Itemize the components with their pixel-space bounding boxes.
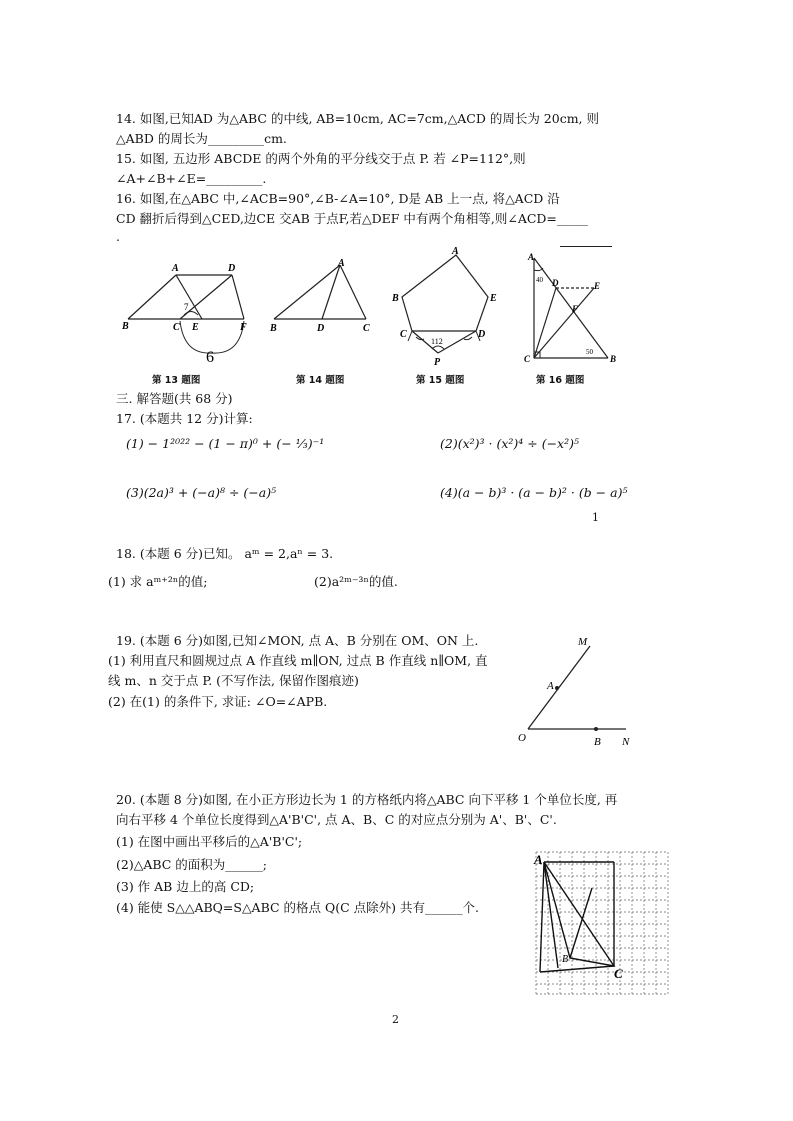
q16-line1: 16. 如图,在△ABC 中,∠ACB=90°,∠B-∠A=10°, D是 AB 上一点, 将△ACD 沿 [116, 191, 560, 206]
fig20-gridlines [536, 852, 668, 994]
fig13-seg-AE [176, 275, 202, 319]
fig13-label-B: B [122, 321, 129, 332]
q17-expr-2: (2)(x²)³ · (x²)⁴ ÷ (−x²)⁵ [440, 436, 579, 451]
fig20-line-2 [540, 966, 614, 972]
fig20-label-B: B [562, 954, 569, 965]
fig15-label-C: C [400, 329, 407, 340]
fig19-label-M: M [578, 636, 588, 648]
fig16-label-E: E [594, 281, 601, 291]
section3-heading: 三. 解答题(共 68 分) [116, 391, 233, 406]
fig15-label-B: B [392, 293, 399, 304]
q19-part-1a: (1) 利用直尺和圆规过点 A 作直线 m∥ON, 过点 B 作直线 n∥OM, 直 [108, 653, 488, 668]
q16-line2: CD 翻折后得到△CED,边CE 交AB 于点F,若△DEF 中有两个角相等,则∠ACD=_____ [116, 211, 589, 226]
fig20-triangle-ABC [544, 862, 614, 966]
fig14-seg-BA [274, 265, 340, 319]
fig15-label-P: P [434, 357, 441, 368]
fig15-pentagon [402, 255, 488, 331]
answer-blank-line [560, 246, 612, 247]
fig15-label-A: A [452, 246, 459, 257]
fig16-seg-CD [534, 288, 556, 358]
fig19-label-A: A [547, 680, 554, 692]
q17-title: 17. (本题共 12 分)计算: [116, 411, 253, 426]
fig19-point-B [594, 727, 598, 731]
fig16-seg-AB [534, 258, 608, 358]
q14-line1: 14. 如图,已知AD 为△ABC 的中线, AB=10cm, AC=7cm,△ACD 的周长为 20cm, 则 [116, 111, 600, 126]
q14-line2: △ABD 的周长为_________cm. [116, 131, 287, 146]
fig16-label-50: 50 [586, 348, 593, 356]
q18-part-2: (2)a²ᵐ⁻³ⁿ的值. [314, 574, 398, 589]
q20-part-3: (3) 作 AB 边上的高 CD; [116, 879, 255, 894]
fig15-caption: 第 15 题图 [416, 375, 465, 386]
q16-line3: . [116, 229, 120, 244]
fig15-label-angle: 112 [431, 337, 443, 346]
fig20-line-4 [570, 888, 592, 958]
fig13-label-length: 6 [206, 349, 214, 366]
q20-title-line2: 向右平移 4 个单位长度得到△A'B'C', 点 A、B、C 的对应点分别为 A'、B'、C'. [116, 812, 557, 827]
fig20-label-A: A [534, 852, 543, 867]
fig16-label-B: B [610, 354, 617, 364]
q15-line2: ∠A+∠B+∠E=_________. [116, 171, 267, 186]
fig14-caption: 第 14 题图 [296, 375, 345, 386]
q17-expr-4: (4)(a − b)³ · (a − b)² · (b − a)⁵ [440, 485, 628, 500]
fig16-label-A: A [528, 252, 535, 262]
fig16-label-D: D [552, 278, 559, 288]
fig20-line-1 [540, 862, 544, 972]
q19-title: 19. (本题 6 分)如图,已知∠MON, 点 A、B 分别在 OM、ON 上. [116, 633, 479, 648]
fig13-seg-BA [128, 275, 176, 319]
figure-15 [388, 245, 503, 370]
figure-19 [510, 628, 640, 750]
fig15-ext-c [408, 331, 412, 341]
q18-part-1: (1) 求 aᵐ⁺²ⁿ的值; [108, 574, 208, 589]
fig14-seg-AC [340, 265, 366, 319]
fig19-point-A [555, 686, 559, 690]
fig20-label-C: C [614, 966, 623, 981]
fig13-label-E: E [192, 322, 199, 333]
q15-line1: 15. 如图, 五边形 ABCDE 的两个外角的平分线交于点 P. 若 ∠P=112°,则 [116, 151, 526, 166]
figure-14 [264, 255, 384, 370]
fig13-label-D: D [228, 263, 236, 274]
fig15-seg-DP [438, 331, 476, 353]
fig13-label-F: F [240, 322, 247, 333]
fig19-label-N: N [622, 736, 630, 748]
fig16-label-40: 40 [536, 276, 543, 284]
fig14-label-C: C [363, 323, 370, 334]
figure-16 [518, 250, 618, 370]
figure-13 [118, 255, 258, 370]
q20-part-4: (4) 能使 S△△ABQ=S△ABC 的格点 Q(C 点除外) 共有______个. [116, 900, 479, 915]
fig14-label-A: A [338, 258, 345, 269]
fig13-label-C: C [173, 322, 180, 333]
q20-title-line1: 20. (本题 8 分)如图, 在小正方形边长为 1 的方格纸内将△ABC 向下平移 1 个单位长度, 再 [116, 792, 618, 807]
fig13-label-angle: 7 [184, 302, 189, 312]
fig16-label-C: C [524, 354, 531, 364]
q17-page-mark: 1 [592, 511, 599, 524]
q20-part-2: (2)△ABC 的面积为______; [116, 857, 268, 872]
fig16-label-F: F [572, 304, 579, 314]
q19-part-1b: 线 m、n 交于点 P. (不写作法, 保留作图痕迹) [108, 673, 359, 688]
fig14-label-D: D [317, 323, 325, 334]
fig13-seg-DF [232, 275, 244, 319]
page-number: 2 [392, 1013, 399, 1026]
fig13-caption: 第 13 题图 [152, 375, 201, 386]
fig15-angle-arc [432, 346, 444, 349]
q20-part-1: (1) 在图中画出平移后的△A'B'C'; [116, 834, 303, 849]
fig14-label-B: B [270, 323, 277, 334]
q17-expr-1: (1) − 1²⁰²² − (1 − π)⁰ + (− ⅓)⁻¹ [126, 436, 325, 451]
fig15-label-E: E [490, 293, 497, 304]
fig13-label-A: A [172, 263, 179, 274]
q19-part-2: (2) 在(1) 的条件下, 求证: ∠O=∠APB. [108, 694, 328, 709]
q17-expr-3: (3)(2a)³ + (−a)⁸ ÷ (−a)⁵ [126, 485, 277, 500]
fig19-label-B: B [594, 736, 601, 748]
fig15-label-D: D [478, 329, 486, 340]
figure-20-grid [532, 848, 672, 998]
fig16-caption: 第 16 题图 [536, 375, 585, 386]
fig19-ray-OM [528, 646, 590, 729]
fig19-label-O: O [518, 732, 526, 744]
fig20-line-3 [544, 862, 558, 968]
q18-title: 18. (本题 6 分)已知。 aᵐ = 2,aⁿ = 3. [116, 546, 334, 561]
